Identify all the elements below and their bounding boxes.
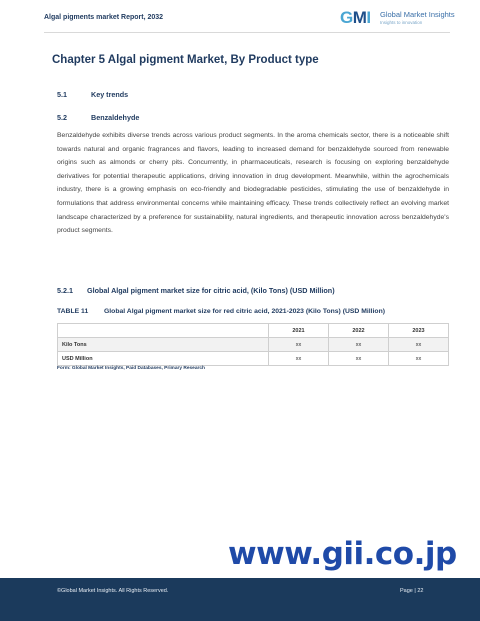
table-row xyxy=(58,352,449,366)
page-footer xyxy=(0,578,480,621)
footer-page-number: Page | 22 xyxy=(400,588,424,594)
table-caption xyxy=(57,308,385,315)
market-size-table xyxy=(57,323,449,366)
table-cell: xx xyxy=(389,352,449,366)
table-cell: xx xyxy=(329,352,389,366)
table-header-row xyxy=(58,324,449,338)
subsection-number: 5.2.1 xyxy=(57,286,73,295)
section-title: Key trends xyxy=(91,90,129,99)
table-cell: xx xyxy=(269,352,329,366)
table-label: TABLE 11 xyxy=(57,308,89,315)
row-label: Kilo Tons xyxy=(58,338,269,352)
table-source: Form: Global Market Insights, Paid Databases, Primary Research xyxy=(57,366,205,371)
report-title: Algal pigments market Report, 2032 xyxy=(44,14,164,21)
table-cell: xx xyxy=(389,338,449,352)
table-caption-text: Global Algal pigment market size for red citric acid, 2021-2023 (Kilo Tons) (USD Million) xyxy=(104,308,385,315)
section-number: 5.1 xyxy=(57,90,67,99)
section-heading-key-trends xyxy=(57,90,128,99)
logo-mark: GMI xyxy=(340,8,371,27)
table-cell: xx xyxy=(269,338,329,352)
chapter-title: Chapter 5 Algal pigment Market, By Product type xyxy=(52,54,319,66)
row-label: USD Million xyxy=(58,352,269,366)
body-paragraph: Benzaldehyde exhibits diverse trends across various product segments. In the aroma chemicals sector, there is a noticeable shift towards natural and organic fragrances and flavors, leading to increased demand for benzaldehyde sourced from renewable origins such as almonds or cherry pits. Concurrently, in pharmaceuticals, research is focusing on exploring benzaldehyde derivatives for potential therapeutic applications, driving innovation in drug development. Meanwhile, within the agrochemicals industry, there is a growing emphasis on eco-friendly and biodegradable pesticides, stimulating the use of benzaldehyde in formulations that address environmental concerns while maintaining efficacy. These trends collectively reflect an evolving market landscape characterized by a preference for sustainability, natural ingredients, and therapeutic innovation across benzaldehyde's product segments. xyxy=(57,132,449,235)
header-divider xyxy=(44,32,450,33)
subsection-heading xyxy=(57,286,335,295)
watermark: www.gii.co.jp xyxy=(228,536,457,572)
table-row xyxy=(58,338,449,352)
column-header: 2023 xyxy=(389,324,449,338)
column-header: 2022 xyxy=(329,324,389,338)
footer-copyright: ©Global Market Insights. All Rights Reserved. xyxy=(57,588,169,594)
subsection-title: Global Algal pigment market size for citric acid, (Kilo Tons) (USD Million) xyxy=(87,286,335,295)
table-corner-cell xyxy=(58,324,269,338)
section-title: Benzaldehyde xyxy=(91,113,140,122)
logo-tagline: Insights to innovation xyxy=(380,20,423,25)
section-number: 5.2 xyxy=(57,113,67,122)
table-cell: xx xyxy=(329,338,389,352)
logo-name: Global Market Insights xyxy=(380,10,455,19)
column-header: 2021 xyxy=(269,324,329,338)
section-heading-benzaldehyde xyxy=(57,113,139,122)
